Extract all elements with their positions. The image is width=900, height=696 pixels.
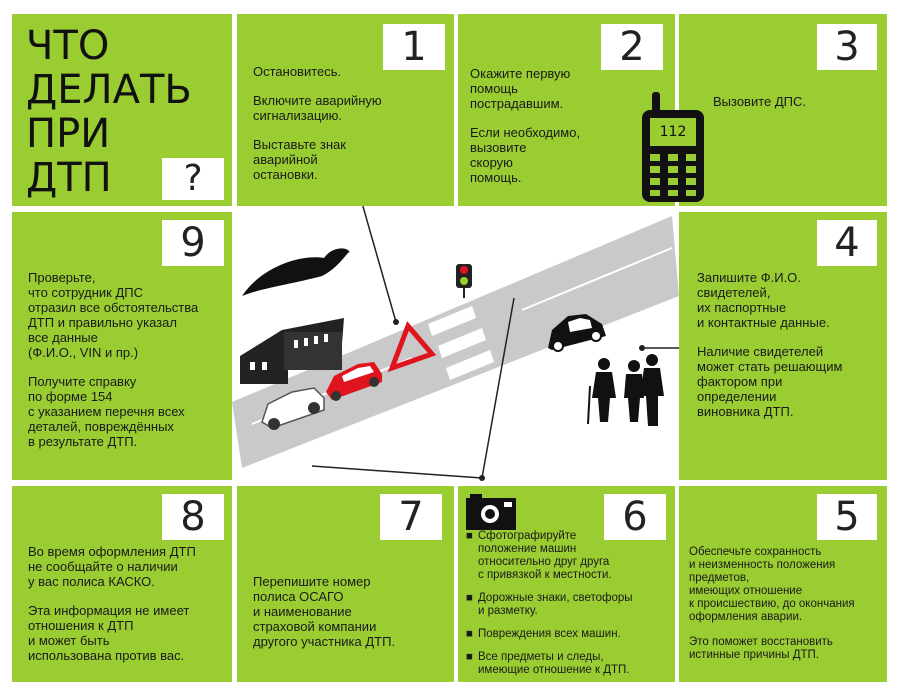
step-7-number: 7 (380, 494, 442, 540)
step-1-line: Остановитесь. (253, 64, 342, 79)
phone-icon (640, 92, 706, 202)
step-1-panel (237, 14, 454, 206)
cloud-icon (242, 248, 350, 296)
camera-icon (466, 494, 516, 535)
step-8-text (28, 544, 232, 677)
step-2-line: Окажите первую помощь пострадавшим. (470, 66, 571, 111)
step-4-line: Запишите Ф.И.О. свидетелей, их паспортные и контактные данные. (697, 270, 830, 330)
bullet-icon: ■ (466, 651, 473, 663)
page-title: ЧТО ДЕЛАТЬ ПРИ ДТП (26, 23, 192, 201)
step-6-panel (458, 486, 675, 682)
step-9-text (28, 270, 228, 463)
step-7-line: Перепишите номер полиса ОСАГО и наименование страховой компании другого участника ДТП. (253, 574, 396, 649)
step-9-panel (12, 212, 232, 480)
step-1-line: Выставьте знак аварийной остановки. (253, 137, 346, 182)
step-8-number: 8 (162, 494, 224, 540)
step-5-text (689, 546, 885, 674)
step-7-text (253, 574, 449, 663)
step-3-number: 3 (817, 24, 877, 70)
bullet-icon: ■ (466, 628, 473, 640)
step-4-line: Наличие свидетелей может стать решающим фактором при определении виновника ДТП. (697, 344, 843, 419)
step-5-line: Обеспечьте сохранность и неизменность положения предметов, имеющих отношение к происшествию, до окончания оформления аварии. (689, 546, 855, 623)
step-6-number: 6 (604, 494, 666, 540)
step-9-line: Получите справку по форме 154 с указанием перечня всех деталей, повреждённых в результате ДТП. (28, 374, 185, 449)
accident-illustration (232, 206, 679, 486)
phone-number: 112 (659, 124, 687, 140)
step-6-line: Сфотографируйте положение машин относительно друг друга с привязкой к местности. (478, 530, 612, 581)
step-8-line: Во время оформления ДТП не сообщайте о наличии у вас полиса КАСКО. (28, 544, 196, 589)
step-5-line: Это поможет восстановить истинные причины ДТП. (689, 636, 833, 661)
step-2-text (470, 66, 610, 199)
step-8-line: Эта информация не имеет отношения к ДТП и может быть использована против вас. (28, 603, 190, 663)
step-2-number: 2 (601, 24, 663, 70)
step-6-line: Все предметы и следы, имеющие отношение к ДТП. (478, 651, 630, 676)
step-3-text (713, 94, 883, 123)
step-6-line: Повреждения всех машин. (478, 628, 621, 640)
step-4-panel (679, 212, 887, 480)
step-3-panel (679, 14, 887, 206)
step-4-number: 4 (817, 220, 877, 266)
traffic-light-icon (456, 264, 472, 298)
step-2-line: Если необходимо, вызовите скорую помощь. (470, 125, 581, 185)
step-9-line: Проверьте, что сотрудник ДПС отразил все обстоятельства ДТП и правильно указал все данные (Ф.И.О., VIN и пр.) (28, 270, 199, 360)
step-7-panel (237, 486, 454, 682)
step-9-number: 9 (162, 220, 224, 266)
step-6-line: Дорожные знаки, светофоры и разметку. (478, 592, 633, 617)
step-5-number: 5 (817, 494, 877, 540)
step-5-panel (679, 486, 887, 682)
title-panel (12, 14, 232, 206)
step-1-text (253, 64, 443, 196)
bullet-icon: ■ (466, 592, 473, 604)
step-1-number: 1 (383, 24, 445, 70)
witnesses-icon (588, 354, 664, 426)
step-1-line: Включите аварийную сигнализацию. (253, 93, 382, 123)
step-8-panel (12, 486, 232, 682)
step-6-text (466, 530, 671, 677)
question-box: ? (162, 158, 224, 200)
step-3-line: Вызовите ДПС. (713, 94, 807, 109)
step-4-text (697, 270, 883, 433)
bullet-icon: ■ (466, 530, 473, 542)
